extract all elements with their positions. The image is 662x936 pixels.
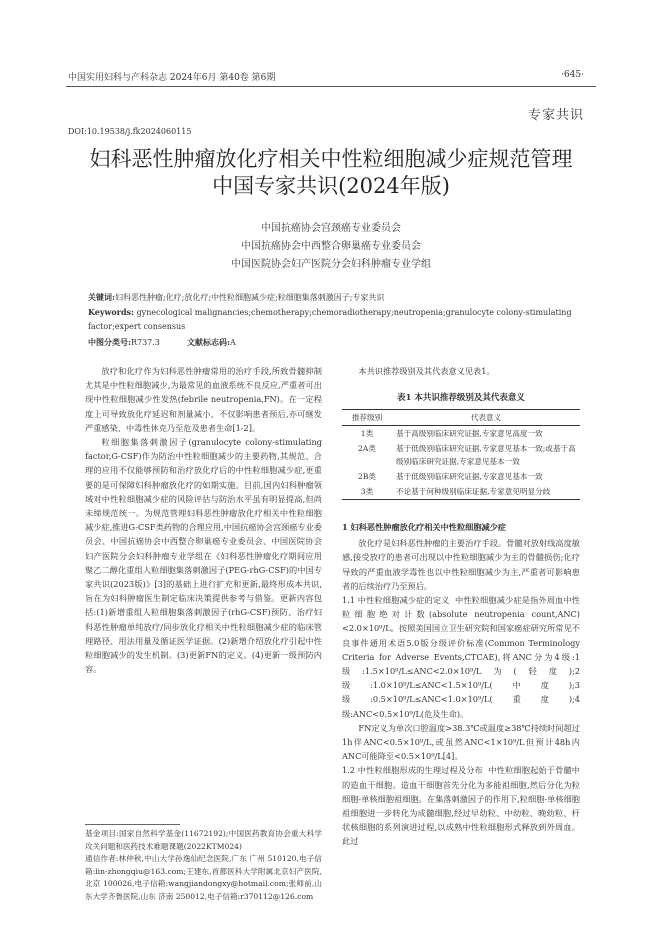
table-row (342, 484, 580, 500)
classification (88, 335, 588, 350)
keywords-en-label: Keywords: (88, 307, 135, 317)
keywords-cn-text: 妇科恶性肿瘤;化疗;放化疗;中性粒细胞减少症;粒细胞集落刺激因子;专家共识 (114, 293, 385, 302)
table-row (342, 441, 580, 469)
author: 中国医院协会妇产医院分会妇科肿瘤专业学组 (231, 259, 431, 270)
table-cell: 3类 (342, 484, 392, 500)
header-rule (66, 86, 596, 87)
title-line-2: 中国专家共识(2024年版) (212, 174, 450, 198)
right-column (342, 364, 580, 378)
author-list (60, 220, 602, 274)
paragraph: FN定义为单次口腔温度>38.3℃或温度≥38℃持续时间超过1h伴ANC<0.5×10⁹/L,或虽然ANC<1×10⁹/L但预计48h内ANC可能降至<0.5×10⁹/L[4]。 (342, 722, 580, 762)
page-number: ·645· (561, 70, 584, 80)
doc-code-value: A (229, 338, 236, 347)
keywords-cn (88, 290, 588, 305)
article-title (60, 146, 602, 200)
table-cell: 基于低级别临床研究证据,专家意见基本一致;或基于高级别临床研究证据,专家意见基本一致 (396, 444, 576, 466)
recommendation-table (342, 409, 580, 500)
table-cell: 基于高级别临床研究证据,专家意见高度一致 (396, 429, 543, 438)
subsection-text: 中性粒细胞减少症是指外周血中性粒细胞绝对计数(absolute neutropenia count,ANC)<2.0×10⁹/L。按照美国国立卫生研究院和国家癌症研究所常见不良事件通用术语5.0版分级评价标准(Common Terminology Criteria for Adverse Events,CTCAE),将ANC分为4级:1级:1.5×10⁹/L≤ANC<2.0×10⁹/L为(轻度);2级:1.0×10⁹/L≤ANC<1.5×10⁹/L(中度);3级:0.5×10⁹/L≤ANC<1.0×10⁹/L(重度);4级:ANC<0.5×10⁹/L(危及生命)。 (342, 595, 580, 719)
footnote-rule (85, 824, 180, 825)
table-cell: 2A类 (358, 444, 376, 453)
article-category: 专家共识 (527, 108, 584, 123)
table-header: 推荐级别 (342, 410, 392, 426)
author: 中国抗癌协会宫颈癌专业委员会 (261, 223, 401, 234)
paragraph (342, 763, 580, 848)
title-line-1: 妇科恶性肿瘤放化疗相关中性粒细胞减少症规范管理 (89, 147, 573, 171)
table-row (342, 469, 580, 484)
section-1 (342, 520, 580, 849)
table-cell: 2B类 (357, 472, 376, 481)
keywords-en-text: gynecological malignancies;chemotherapy;chemoradiotherapy;neutropenia;granulocyte colony-stimulating factor;expert consensus (88, 308, 572, 331)
paragraph (342, 593, 580, 721)
table-cell: 1类 (360, 429, 374, 438)
table-title: 表1 本共识推荐级别及其代表意义 (397, 393, 525, 403)
table-intro: 本共识推荐级别及其代表意义见表1。 (358, 366, 495, 376)
left-column (85, 364, 322, 676)
keywords-cn-label: 关键词: (88, 292, 115, 302)
clc-label: 中图分类号: (88, 337, 131, 347)
subsection-heading: 1.1 中性粒细胞减少症的定义 (342, 595, 450, 606)
doi: DOI:10.19538/j.fk2024060115 (68, 127, 192, 136)
footnote: 基金项目:国家自然科学基金(11672192);中国医药教育协会重大科学攻关问题和医药技术难题课题(2022KTM024) 通信作者:林仲秋,中山大学孙逸仙纪念医院,广东 广州 510120,电子信箱:lin-zhongqiu@163.com;王建东,首都医科大学附属北京妇产医院,北京 100026,电子信箱:wangjiandongxy@hotmail.com;张师前,山东大学齐鲁医院,山东 济南 250012,电子信箱:r370112@126.com (85, 829, 322, 901)
paragraph: 粒细胞集落刺激因子(granulocyte colony-stimulating factor,G-CSF)作为防治中性粒细胞减少的主要药物,其规范、合理的应用不仅能够预防和治疗放化疗后的中性粒细胞减少症,更重要的是可保障妇科肿瘤放化疗的如期实施。目前,国内妇科肿瘤领域对中性粒细胞减少症的风险评估与防治水平虽有明显提高,但尚未缔规范统一。为规范管理妇科恶性肿瘤放化疗相关中性粒细胞减少症,推进G-CSF类药物的合理应用,中国抗癌协会宫颈癌专业委员会、中国抗癌协会中西整合卵巢癌专业委员会、中国医院协会妇产医院分会妇科肿瘤专业学组在《妇科恶性肿瘤化疗期间应用聚乙二醇化重组人粒细胞集落刺激因子(PEG-rhG-CSF)的中国专家共识(2023版)》[3]的基础上进行扩充和更新,最终形成本共识,旨在为妇科肿瘤医生制定临床决策提供参考与借鉴。更新内容包括:(1)新增重组人粒细胞集落刺激因子(rhG-CSF)预防、治疗妇科恶性肿瘤单纯放疗/同步放化疗相关中性粒细胞减少症的临床管理路径、用法用量及循证医学证据。(2)新增介绍放化疗引起中性粒细胞减少的发生机制。(3)更新FN的定义。(4)更新一级预防内容。 (85, 437, 322, 675)
clc-value: R737.3 (130, 338, 160, 347)
table-header: 代表意义 (392, 410, 580, 426)
journal-header: 中国实用妇科与产科杂志 2024年6月 第40卷 第6期 (68, 73, 276, 83)
table-row (342, 426, 580, 442)
doc-code-label: 文献标志码: (186, 337, 230, 347)
paragraph: 放化疗是妇科恶性肿瘤的主要治疗手段。骨髓对放射线高度敏感,接受放疗的患者可出现以中性粒细胞减少为主的骨髓损伤;化疗导致的严重血液学毒性也以中性粒细胞减少为主,严重者可影响患者的后续治疗乃至预后。 (342, 538, 580, 591)
paragraph: 放疗和化疗作为妇科恶性肿瘤常用的治疗手段,所致骨髓抑制尤其是中性粒细胞减少,为最常见的血液系统不良反应,严重者可出现中性粒细胞减少性发热(febrile neutropenia,FN)。在一定程度上可导致放化疗延迟和剂量减小、不仅影响患者预后,亦可继发严重感染、中毒性休克乃至危及患者生命[1-2]。 (85, 366, 322, 433)
table-cell: 不论基于何种级别临床证据,专家意见明显分歧 (392, 484, 580, 500)
subsection-heading: 1.2 中性粒细胞形成的生理过程及分布 (342, 765, 483, 776)
section-heading: 1 妇科恶性肿瘤放化疗相关中性粒细胞减少症 (342, 522, 507, 532)
table-cell: 基于低级别临床研究证据,专家意见基本一致 (396, 472, 543, 481)
subsection-text: 中性粒细胞起始于骨髓中的造血干细胞。造血干细胞首先分化为多能祖细胞,然后分化为粒细胞-单核细胞祖细胞。在集落刺激因子的作用下,粒细胞-单核细胞祖细胞进一步转化为成髓细胞,经过早幼粒、中幼粒、晚幼粒、杆状核细胞的系列演进过程,以成熟中性粒细胞形式释放到外周血。此过 (342, 765, 580, 847)
author: 中国抗癌协会中西整合卵巢癌专业委员会 (241, 241, 421, 252)
keywords-en (88, 305, 588, 334)
